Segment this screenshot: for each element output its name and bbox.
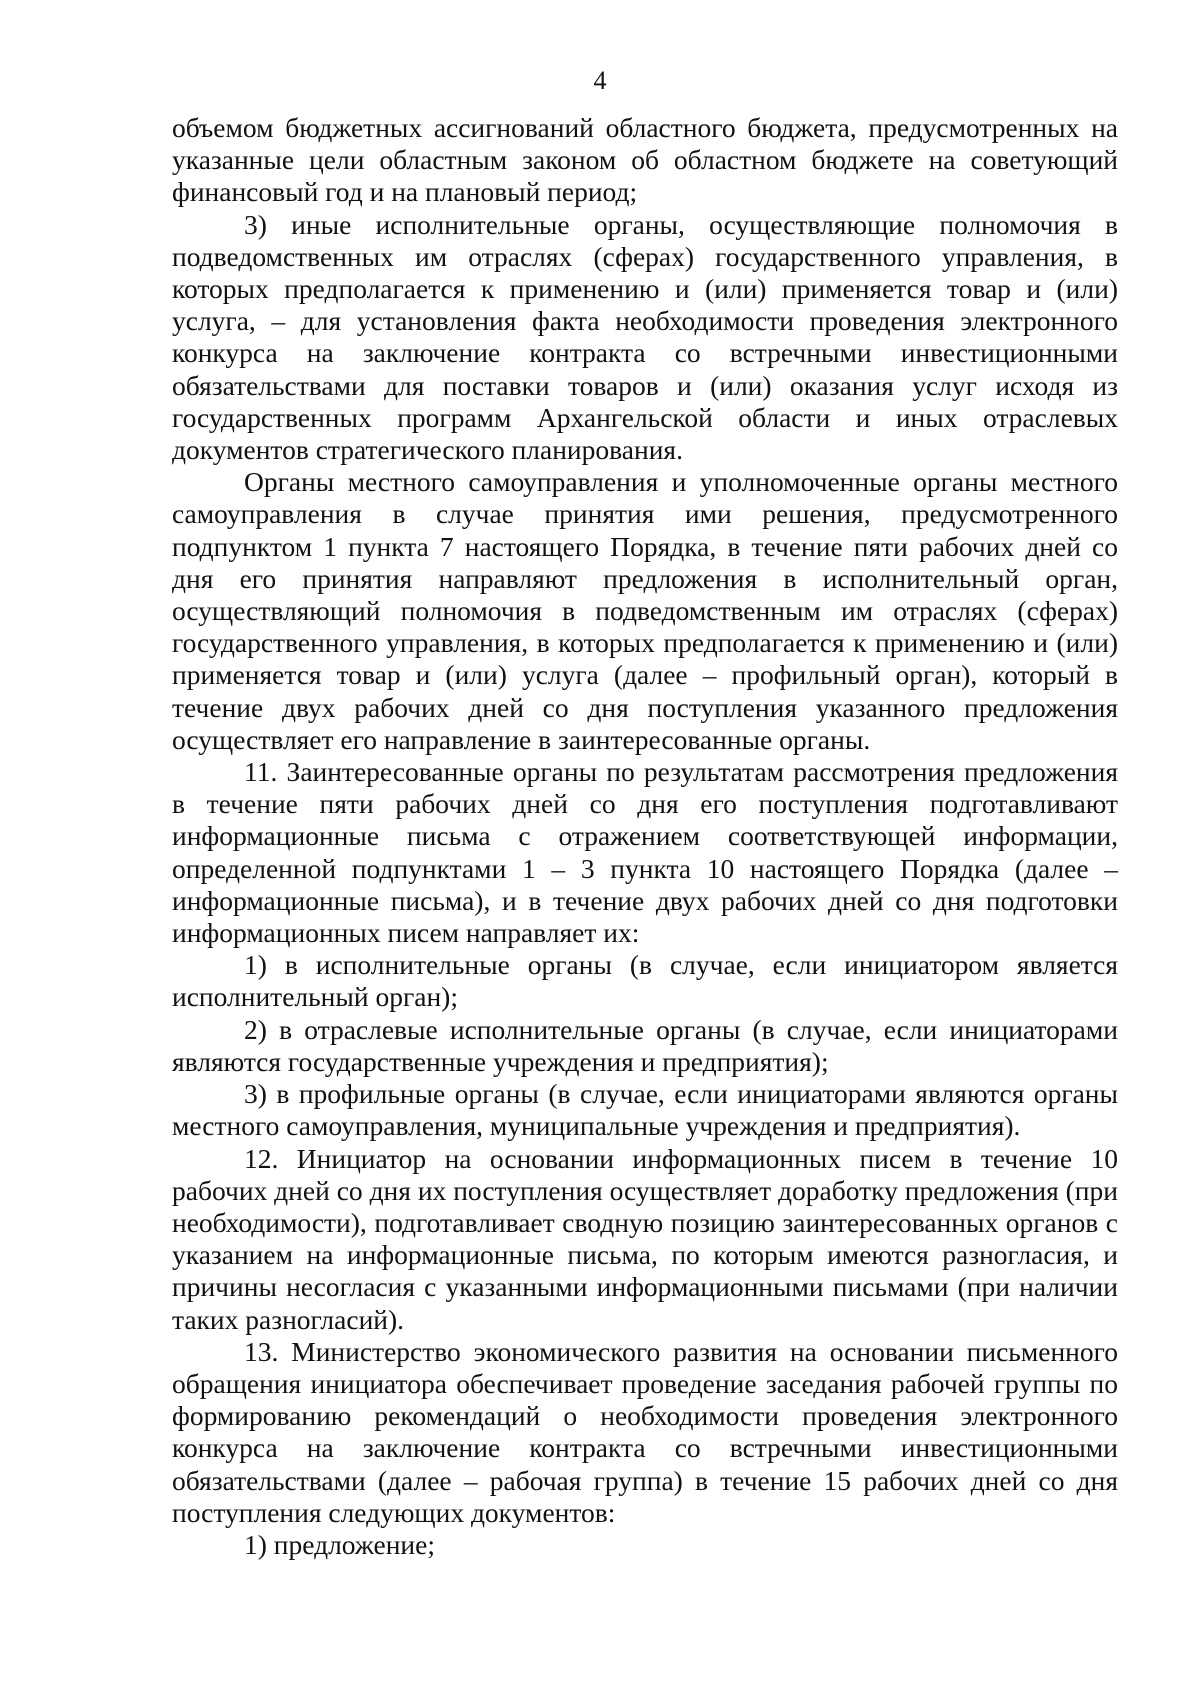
paragraph-clause-11-item-1: 1) в исполнительные органы (в случае, если инициатором является исполнительный орган); (172, 949, 1118, 1013)
paragraph-clause-12: 12. Инициатор на основании информационных писем в течение 10 рабочих дней со дня их поступления осуществляет доработку предложения (при необходимости), подготавливает сводную позицию заинтересованных органов с указанием на информационные письма, по которым имеются разногласия, и причины несогласия с указанными информационными письмами (при наличии таких разногласий). (172, 1142, 1118, 1335)
paragraph-clause-13-item-1: 1) предложение; (244, 1528, 435, 1560)
paragraph-clause-11: 11. Заинтересованные органы по результатам рассмотрения предложения в течение пяти рабочих дней со дня его поступления подготавливают информационные письма с отражением соответствующей информации, определенной подпунктами 1 – 3 пункта 10 настоящего Порядка (далее – информационные письма), и в течение двух рабочих дней со дня подготовки информационных писем направляет их: (172, 756, 1118, 949)
paragraph-local-government: Органы местного самоуправления и уполномоченные органы местного самоуправления в случае принятия ими решения, предусмотренного подпунктом 1 пункта 7 настоящего Порядка, в течение пяти рабочих дней со дня его принятия направляют предложения в исполнительный орган, осуществляющий полномочия в подведомственным им отраслях (сферах) государственного управления, в которых предполагается к применению и (или) применяется товар и (или) услуга (далее – профильный орган), который в течение двух рабочих дней со дня поступления указанного предложения осуществляет его направление в заинтересованные органы. (172, 466, 1118, 755)
page-number: 4 (593, 66, 607, 95)
document-body (172, 112, 1118, 1561)
paragraph-clause-13: 13. Министерство экономического развития на основании письменного обращения инициатора обеспечивает проведение заседания рабочей группы по формированию рекомендаций о необходимости проведения электронного конкурса на заключение контракта со встречными инвестиционными обязательствами (далее – рабочая группа) в течение 15 рабочих дней со дня поступления следующих документов: (172, 1335, 1118, 1528)
paragraph-continuation: объемом бюджетных ассигнований областного бюджета, предусмотренных на указанные цели областным законом об областном бюджете на советующий финансовый год и на плановый период; (172, 112, 1118, 208)
paragraph-item-3: 3) иные исполнительные органы, осуществляющие полномочия в подведомственных им отраслях (сферах) государственного управления, в которых предполагается к применению и (или) применяется товар и (или) услуга, – для установления факта необходимости проведения электронного конкурса на заключение контракта со встречными инвестиционными обязательствами для поставки товаров и (или) оказания услуг исходя из государственных программ Архангельской области и иных отраслевых документов стратегического планирования. (172, 208, 1118, 466)
paragraph-clause-11-item-3: 3) в профильные органы (в случае, если инициаторами являются органы местного самоуправления, муниципальные учреждения и предприятия). (172, 1078, 1118, 1142)
paragraph-clause-11-item-2: 2) в отраслевые исполнительные органы (в случае, если инициаторами являются государственные учреждения и предприятия); (172, 1013, 1118, 1077)
